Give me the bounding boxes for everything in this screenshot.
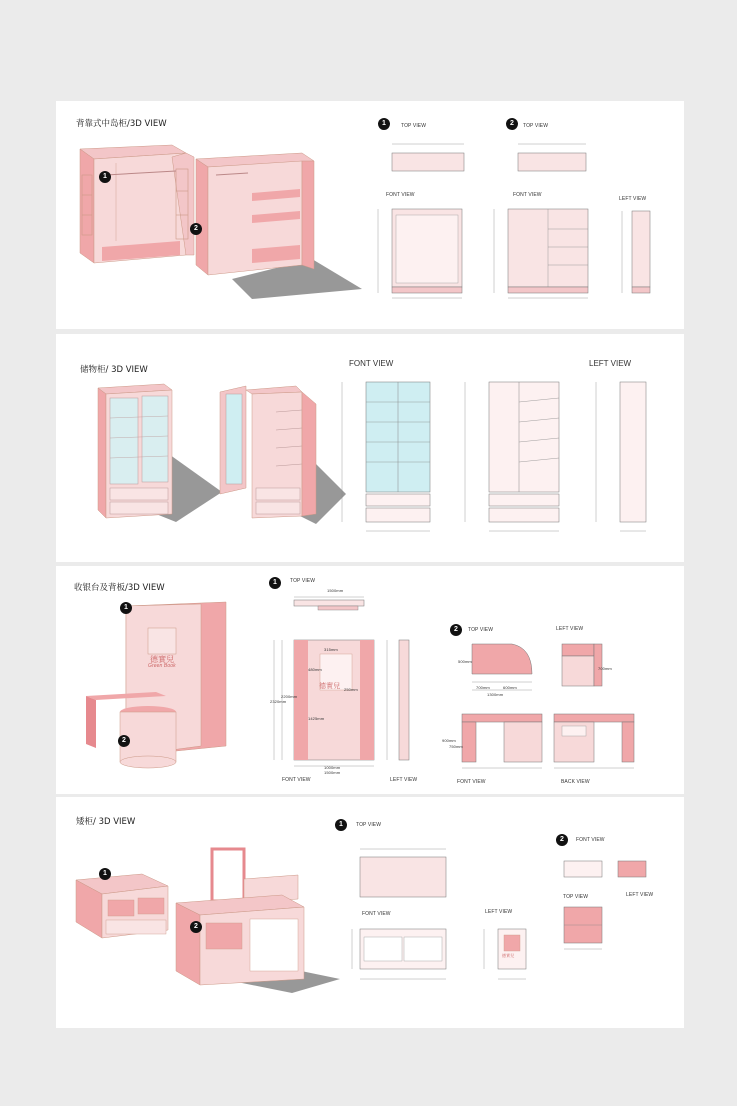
section-island-cabinet [56,101,684,329]
dim-height-c: 1425mm [308,716,325,721]
cashier-backboard-left-view [381,626,421,776]
section-title: 储物柜/ 3D VIEW [80,365,148,375]
left-view-label-1: LEFT VIEW [485,909,513,915]
cashier-brand-cn: 德實兒 [319,683,341,690]
left-view-label-top: LEFT VIEW [556,626,584,632]
cashier-top-view [266,592,376,620]
counter-front-view-label: FONT VIEW [457,779,486,785]
dim-counter-h: 900mm [442,738,456,743]
back-view-label: BACK VIEW [561,779,590,785]
view-badge-1: 1 [335,819,347,831]
view-badge-2: 2 [506,118,518,130]
dim-width-b: 1500mm [324,770,341,775]
section-title: 矮柜/ 3D VIEW [76,817,136,827]
dim-logo-h: 480mm [308,667,322,672]
section-low-cabinet [56,797,684,1028]
dim-height-a: 2320mm [270,699,287,704]
left-view-label-2: LEFT VIEW [626,892,654,898]
top-view-label-1: TOP VIEW [401,123,427,129]
font-view-label-2: FONT VIEW [576,837,605,843]
storage-cabinet-3d-2 [216,384,356,534]
front-view-drawing-2 [490,205,590,300]
font-view-label-1: FONT VIEW [362,911,391,917]
dim-counter-h2: 750mm [449,744,463,749]
storage-cabinet-3d-1 [86,382,226,532]
top-view-label-2: TOP VIEW [563,894,589,900]
storage-front-view-open [459,376,569,541]
counter-top-view [456,638,546,698]
low-top-view-1 [346,843,456,903]
top-view-label-1: TOP VIEW [290,578,316,584]
top-view-drawing-2 [516,141,596,171]
view-badge-2: 2 [556,834,568,846]
top-view-label-2: TOP VIEW [468,627,494,633]
storage-front-view-glass [336,376,436,541]
dim-height-b: 2200mm [281,694,298,699]
font-view-label-1: FONT VIEW [386,192,415,198]
dim-width-a: 1000mm [324,765,341,770]
storage-left-view [586,376,656,541]
low-brand-cn: 德實兒 [502,953,515,958]
left-view-label: LEFT VIEW [589,359,632,368]
dim-counter-b: 600mm [503,685,517,690]
cashier-left-view-label: LEFT VIEW [390,777,418,783]
brand-name-cn: 德實兒 [150,655,175,664]
low-cabinet-3d-2 [172,845,342,995]
font-view-label: FONT VIEW [349,359,394,368]
counter-back-view [548,708,638,778]
font-view-label-2: FONT VIEW [513,192,542,198]
dim-counter-d: 500mm [458,659,472,664]
badge-1: 1 [99,171,111,183]
view-badge-1: 1 [378,118,390,130]
badge-1: 1 [120,602,132,614]
left-view-drawing [616,205,656,300]
low-top-view-2 [550,903,610,953]
section-storage-cabinet [56,334,684,562]
front-view-drawing-1 [374,205,464,300]
low-front-view-1 [346,919,456,989]
dim-counter-side: 700mm [598,666,612,671]
top-view-label-1: TOP VIEW [356,822,382,828]
view-badge-1: 1 [269,577,281,589]
badge-1: 1 [99,868,111,880]
view-badge-2: 2 [450,624,462,636]
cashier-front-view-label: FONT VIEW [282,777,311,783]
dim-counter-a: 700mm [476,685,490,690]
left-view-label: LEFT VIEW [619,196,647,202]
dim-top-width: 1500mm [327,588,344,593]
section-title: 背靠式中岛柜/3D VIEW [76,119,167,129]
dim-counter-w: 1300mm [487,692,504,697]
top-view-label-2: TOP VIEW [523,123,549,129]
counter-front-view [454,708,544,778]
section-cashier-counter [56,566,684,794]
low-cabinet-3d-1 [72,872,182,952]
dim-depth: 315mm [324,647,338,652]
cabinet-3d-illustration-1 [76,145,206,275]
section-title: 收银台及背板/3D VIEW [74,583,165,593]
brand-name-en: Green Book [148,663,176,669]
low-front-view-2 [550,855,650,883]
badge-2: 2 [190,921,202,933]
badge-2: 2 [190,223,202,235]
badge-2: 2 [118,735,130,747]
cashier-3d-illustration [76,596,216,776]
dim-logo-w: 250mm [344,687,358,692]
top-view-drawing-1 [390,141,470,171]
cabinet-3d-illustration-2 [192,149,362,299]
